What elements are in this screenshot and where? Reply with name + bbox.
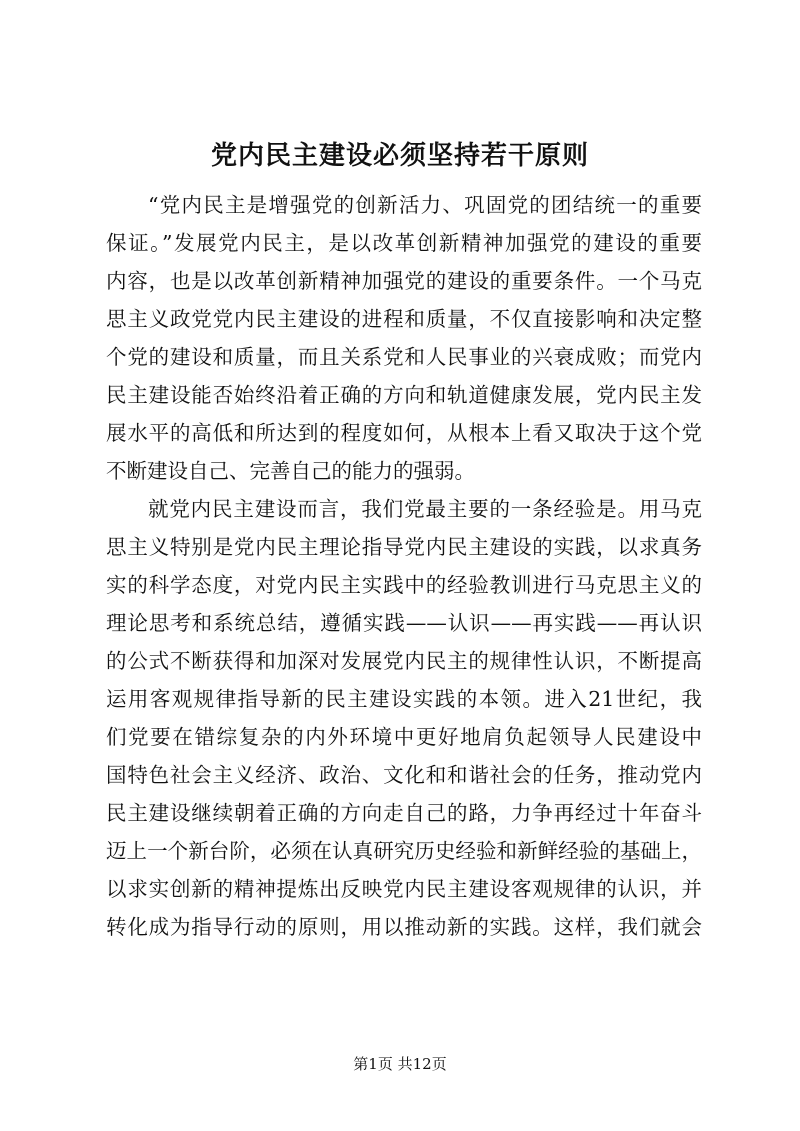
document-body [106,186,702,946]
text-line: 实的科学态度，对党内民主实践中的经验教训进行马克思主义的 [106,573,702,597]
page-number-footer: 第1页 共12页 [353,1055,447,1073]
text-line: 思主义政党党内民主建设的进程和质量，不仅直接影响和决定整 [106,307,702,331]
document-title: 党内民主建设必须坚持若干原则 [210,141,589,171]
text-line: 民主建设继续朝着正确的方向走自己的路，力争再经过十年奋斗 [106,801,702,825]
text-line: 思主义特别是党内民主理论指导党内民主建设的实践，以求真务 [106,535,702,559]
text-line: 内容，也是以改革创新精神加强党的建设的重要条件。一个马克 [106,269,702,293]
text-line: 就党内民主建设而言，我们党最主要的一条经验是。用马克 [148,497,702,521]
text-line: 个党的建设和质量，而且关系党和人民事业的兴衰成败；而党内 [106,345,702,369]
text-line: 理论思考和系统总结，遵循实践——认识——再实践——再认识 [106,611,702,635]
paragraph-2 [106,490,702,946]
text-line: 不断建设自己、完善自己的能力的强弱。 [106,459,475,483]
text-line: 保证。”发展党内民主，是以改革创新精神加强党的建设的重要 [106,231,702,255]
text-line: 运用客观规律指导新的民主建设实践的本领。进入21世纪，我 [106,687,702,711]
text-line: “党内民主是增强党的创新活力、巩固党的团结统一的重要 [148,193,702,217]
text-line: 转化成为指导行动的原则，用以推动新的实践。这样，我们就会 [106,915,702,939]
text-line: 展水平的高低和所达到的程度如何，从根本上看又取决于这个党 [106,421,702,445]
text-line: 迈上一个新台阶，必须在认真研究历史经验和新鲜经验的基础上， [106,839,702,863]
text-line: 的公式不断获得和加深对发展党内民主的规律性认识，不断提高 [106,649,702,673]
text-line: 国特色社会主义经济、政治、文化和和谐社会的任务，推动党内 [106,763,702,787]
text-line: 们党要在错综复杂的内外环境中更好地肩负起领导人民建设中 [106,725,702,749]
text-line: 民主建设能否始终沿着正确的方向和轨道健康发展，党内民主发 [106,383,702,407]
text-line: 以求实创新的精神提炼出反映党内民主建设客观规律的认识，并 [106,877,702,901]
paragraph-1 [106,186,702,490]
